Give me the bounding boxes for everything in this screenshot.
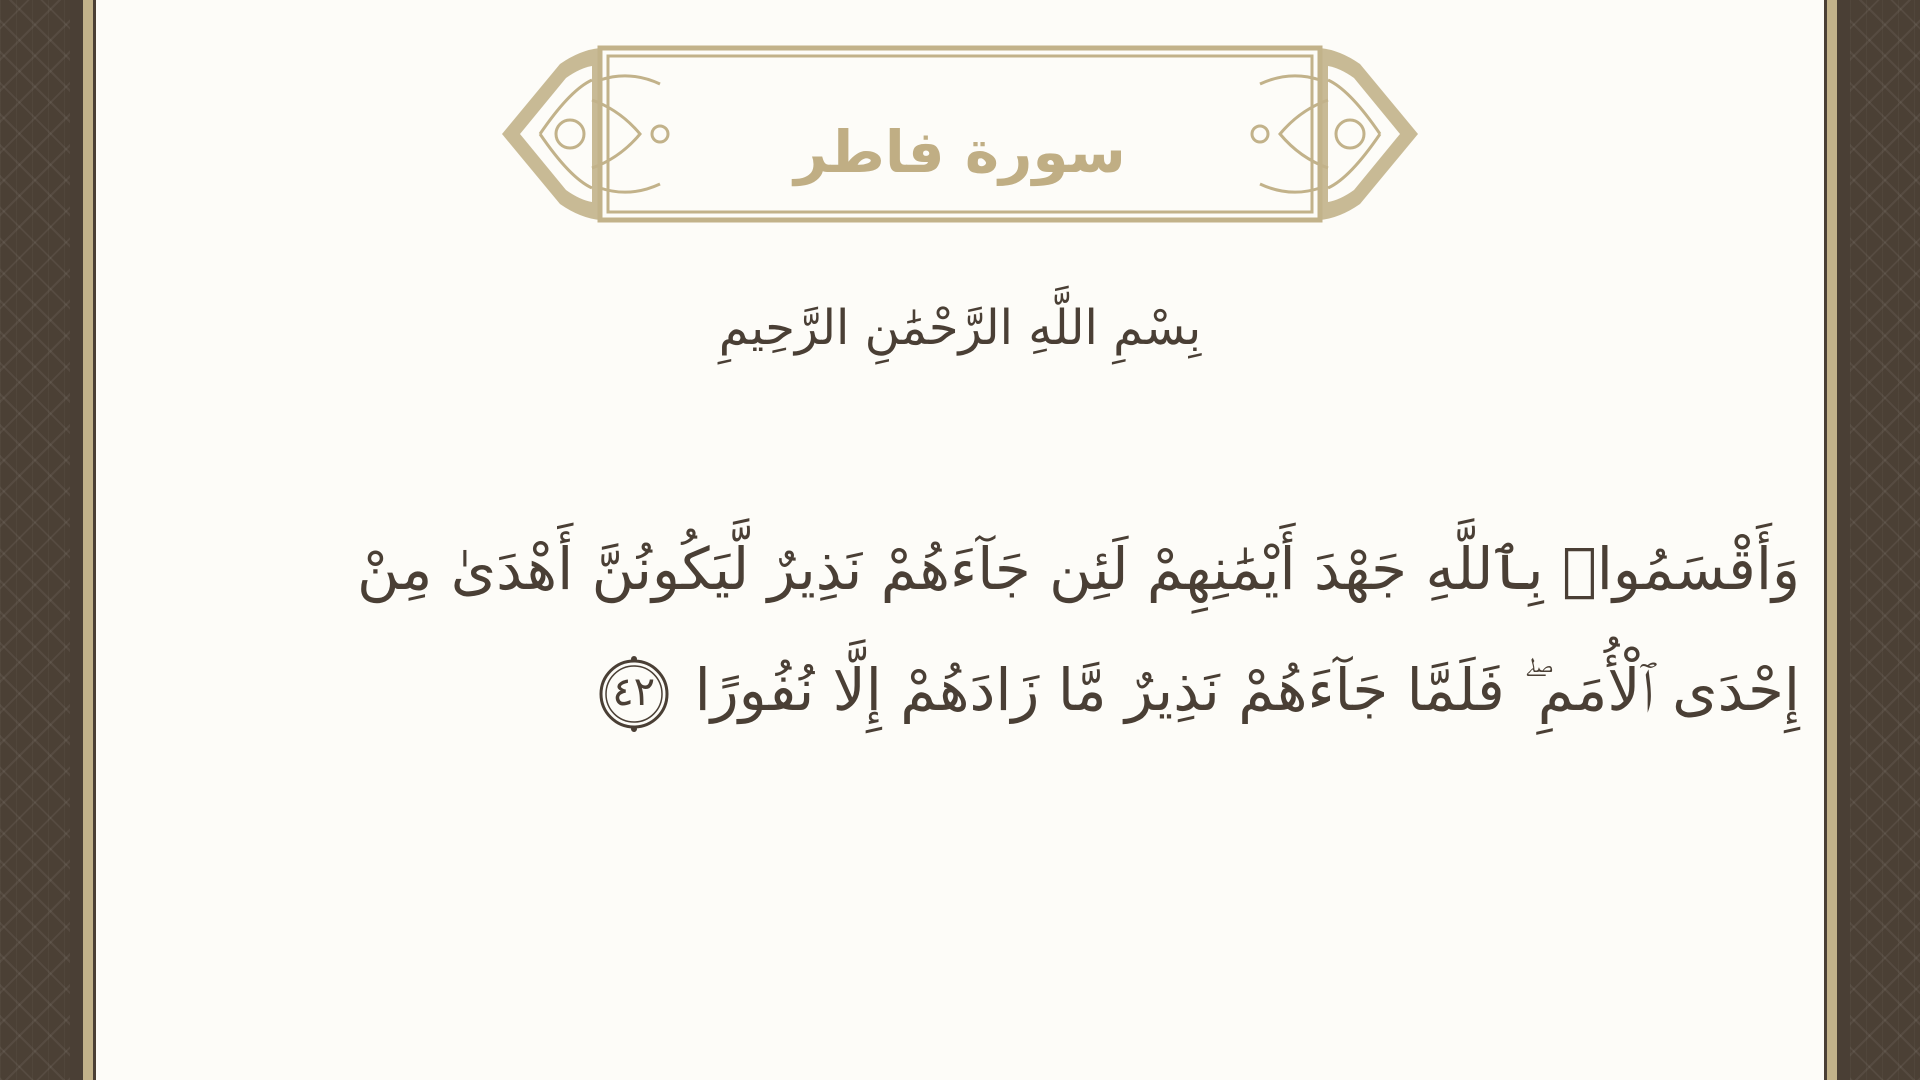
verse-end-marker xyxy=(595,655,673,733)
verse-line-2 xyxy=(330,655,1800,733)
verse-number: ٤٢ xyxy=(612,669,656,715)
verse-line-2-text: إِحْدَى ٱلْأُمَمِ ۖ فَلَمَّا جَآءَهُمْ نَذِيرٌ مَّا زَادَهُمْ إِلَّا نُفُورًا xyxy=(694,656,1800,725)
surah-title: سورة فاطر xyxy=(794,118,1126,186)
right-ornamental-border xyxy=(1850,0,1920,1080)
right-gold-rule xyxy=(1827,0,1837,1080)
surah-title-frame xyxy=(500,40,1420,230)
verse-line-1: وَأَقْسَمُوا۟ بِٱللَّهِ جَهْدَ أَيْمَٰنِهِمْ لَئِن جَآءَهُمْ نَذِيرٌ لَّيَكُونُنَّ أَهْدَىٰ مِنْ xyxy=(357,535,1800,603)
left-gold-rule xyxy=(83,0,93,1080)
basmala-calligraphy: بِسْمِ اللَّهِ الرَّحْمَٰنِ الرَّحِيمِ xyxy=(718,300,1202,356)
left-ornamental-border xyxy=(0,0,70,1080)
